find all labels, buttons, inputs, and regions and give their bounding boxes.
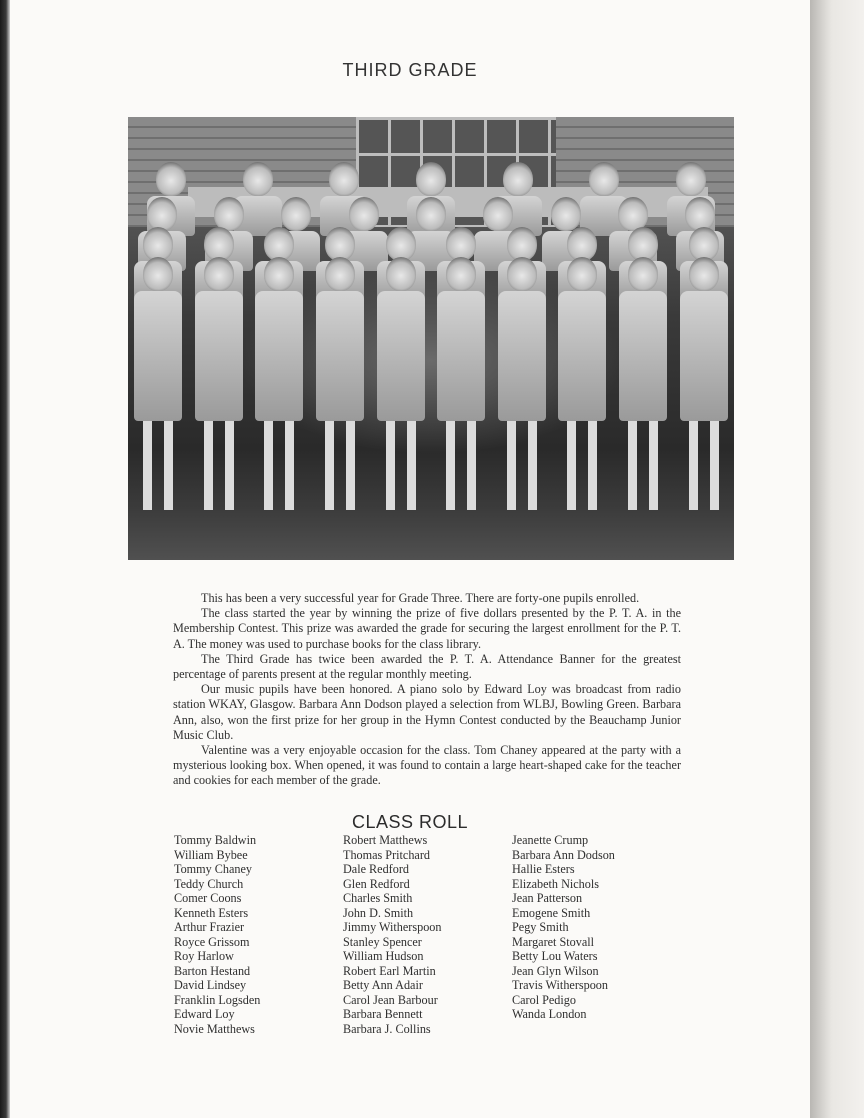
student-name: Glen Redford [343,876,410,891]
class-roll-title: CLASS ROLL [351,812,469,832]
student-name: Betty Ann Adair [343,978,423,992]
student-name: Kenneth Esters [174,905,249,920]
student-name: Barton Hestand [174,963,251,978]
student-name: Novie Matthews [174,1021,255,1036]
paragraph: This has been a very successful year for Grade Three. There are forty-one pupils enrolled. [201,591,640,605]
student-name: Tommy Chaney [174,862,253,876]
page-edge [810,0,864,1118]
student-name: Roy Harlow [174,949,234,963]
student-name: Franklin Logsden [174,992,261,1007]
class-roll-column-2 [343,833,441,1036]
paragraph: Valentine was a very enjoyable occasion for the class. Tom Chaney appeared at the party with a mysterious looking box. When opened, it was found to contain a large heart-shaped cake for the teacher and cookies for each member of the grade. [173,743,681,788]
student-name: Barbara Ann Dodson [512,847,615,862]
student-name: Barbara J. Collins [343,1021,431,1036]
paragraph: Our music pupils have been honored. A piano solo by Edward Loy was broadcast from radio station WKAY, Glasgow. Barbara Ann Dodson played a selection from WLBJ, Bowling Green. Barbara Ann, also, won the first prize for her group in the Hymn Contest conducted by the Beauchamp Junior Music Club. [173,682,681,742]
student-name: Hallie Esters [512,862,575,876]
student-name: John D. Smith [343,905,414,920]
student-name: Carol Jean Barbour [343,992,438,1007]
student-name: Robert Earl Martin [343,963,436,978]
student-name: William Bybee [174,847,248,862]
student-name: Charles Smith [343,891,413,905]
sidewalk [128,510,734,560]
student-name: Dale Redford [343,862,409,876]
student-name: Edward Loy [174,1007,235,1021]
student-name: William Hudson [343,949,424,963]
student-name: Robert Matthews [343,833,428,847]
student-name: Jean Patterson [512,891,583,905]
class-photo [128,117,734,560]
student-name: Tommy Baldwin [174,833,257,847]
student-name: Elizabeth Nichols [512,876,599,891]
page-title: THIRD GRADE [342,60,478,80]
book-spine [0,0,10,1118]
student-name: Wanda London [512,1007,587,1021]
student-name: Jeanette Crump [512,833,589,847]
paragraph: The Third Grade has twice been awarded the P. T. A. Attendance Banner for the greatest percentage of parents present at the regular monthly meeting. [173,651,681,682]
student-name: Stanley Spencer [343,934,422,949]
paragraph: The class started the year by winning the prize of five dollars presented by the P. T. A. in the Membership Contest. This prize was awarded the grade for securing the largest enrollment for the P. T. A. The money was used to purchase books for the class library. [173,606,681,651]
student-name: Carol Pedigo [512,992,576,1007]
student-name: Royce Grissom [174,934,250,949]
class-roll-column-3 [512,833,615,1022]
student-name: Teddy Church [174,876,244,891]
class-roll-column-1 [174,833,260,1036]
student-name: Jimmy Witherspoon [343,920,442,934]
student-name: Barbara Bennett [343,1007,423,1021]
student-name: David Lindsey [174,978,247,992]
front-row [128,257,734,511]
student-name: Comer Coons [174,891,242,905]
student-name: Travis Witherspoon [512,978,608,992]
student-name: Betty Lou Waters [512,949,598,963]
student-name: Thomas Pritchard [343,847,430,862]
student-name: Pegy Smith [512,920,569,934]
class-report [173,591,681,789]
student-name: Jean Glyn Wilson [512,963,599,978]
student-name: Emogene Smith [512,905,591,920]
student-name: Margaret Stovall [512,934,595,949]
student-name: Arthur Frazier [174,920,245,934]
